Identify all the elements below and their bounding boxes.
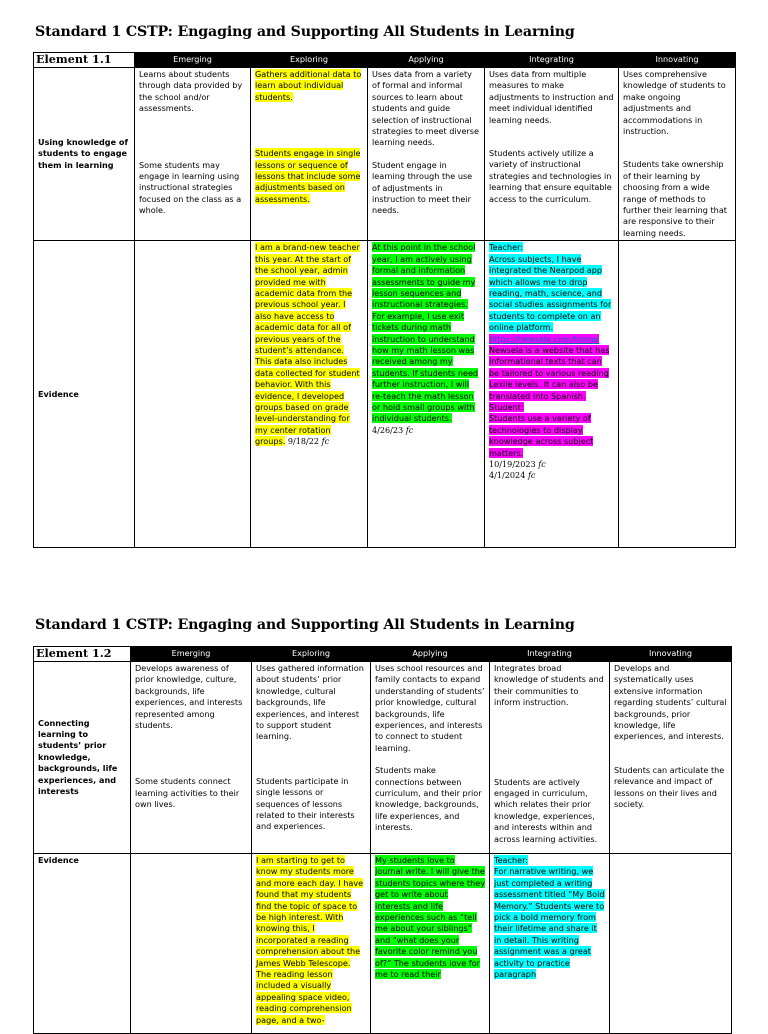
evidence-teacher-text: Across subjects, I have integrated the Nearpod app which allows me to drop reading, math, science, and social studies assignments for students to complete on an online platform. (489, 253, 612, 333)
evidence-exploring (252, 854, 371, 1034)
innovating-practice: Develops and systematically uses extensive information regarding students’ cultural backgrounds, prior knowledge, life experiences, and interests. (614, 663, 727, 742)
integrating-practice: Uses data from multiple measures to make adjustments to instruction and meet individual identified learning needs. (489, 69, 614, 125)
level-applying: Applying (371, 647, 490, 662)
evidence-exploring-signature (288, 436, 329, 446)
evidence-newsela-text: Newsela is a website that has informational texts that can be tailored to various reading Lexile levels. It can also be translated into Spanish. (489, 344, 610, 401)
level-integrating: Integrating (485, 53, 619, 68)
evidence-label-cell (34, 854, 131, 1034)
initials: fc (321, 436, 330, 447)
evidence-exploring-text: I am a brand-new teacher this year. At the start of the school year, admin provided me with academic data from the previous school year. I also have access to academic data for all of previous years of the student’s attendance. This data also includes data collected for student behavior. With this evidence, I developed groups based on grade level-understanding for my center rotation groups. (255, 242, 360, 447)
level-innovating: Innovating (610, 647, 732, 662)
exploring-cell (251, 68, 368, 241)
evidence-label: Evidence (38, 388, 79, 399)
integrating-cell (485, 68, 619, 241)
evidence-exploring-text: I am starting to get to know my students more and more each day. I have found that my students find the topic of space to be high interest. With knowing this, I incorporated a reading comprehension about the James Webb Telescope. The reading lesson included a visually appealing space video, reading comprehension page, and a two- (256, 855, 364, 1025)
innovating-cell (610, 662, 732, 854)
rubric-header-row (34, 53, 736, 68)
element-label: Element 1.2 (34, 647, 131, 662)
emerging-cell (131, 662, 252, 854)
evidence-integrating-signature-2 (489, 470, 535, 480)
integrating-student: Students actively utilize a variety of instructional strategies and technologies in learning that ensure equitable access to the curriculum. (489, 148, 612, 204)
evidence-teacher-text: For narrative writing, we just completed a writing assessment titled “My Bold Memory.” Students were to pick a bold memory from their lifetime and share it in detail. This writing assignment was a great activity to practice paragraph (494, 866, 605, 980)
applying-student: Students make connections between curriculum, and their prior knowledge, backgrounds, life experiences, and interests. (375, 765, 482, 833)
rubric-header-row (34, 647, 732, 662)
evidence-label-cell (34, 241, 135, 548)
innovating-practice: Uses comprehensive knowledge of students to make ongoing adjustments and accommodations in instruction. (623, 69, 726, 137)
newsela-link[interactable]: https://newsela.com/home/ (489, 333, 600, 344)
emerging-student: Some students connect learning activities to their own lives. (135, 776, 240, 810)
innovating-student: Students can articulate the relevance and impact of lessons on their lives and society. (614, 764, 725, 810)
initials: fc (538, 459, 546, 469)
level-exploring: Exploring (251, 53, 368, 68)
row-label: Connecting learning to students’ prior knowledge, backgrounds, life experiences, and interests (38, 717, 118, 797)
evidence-emerging (135, 241, 251, 548)
innovating-cell (619, 68, 736, 241)
evidence-applying-text: My students love to journal write. I will give the students topics where they get to write about interests and life experiences such as “tell me about your siblings” and “what does your favorite color remind you of?” The students love for me to read their (375, 855, 485, 980)
initials: fc (527, 470, 536, 481)
evidence-integrating (490, 854, 610, 1034)
evidence-integrating (485, 241, 619, 548)
evidence-integrating-signature-1 (489, 459, 546, 469)
evidence-emerging (131, 854, 252, 1034)
evidence-label: Evidence (38, 855, 79, 865)
criteria-row (34, 68, 736, 241)
row-label-cell (34, 68, 135, 241)
section-1-title: Standard 1 CSTP: Engaging and Supporting All Students in Learning (35, 24, 575, 40)
level-emerging: Emerging (135, 53, 251, 68)
row-label: Using knowledge of students to engage them in learning (38, 137, 128, 170)
exploring-student: Students engage in single lessons or sequence of lessons that include some adjustments based on assessments. (255, 148, 361, 204)
row-label-cell (34, 662, 131, 854)
element-label: Element 1.1 (34, 53, 135, 68)
integrating-cell (490, 662, 610, 854)
evidence-teacher-heading: Teacher: (494, 855, 528, 865)
applying-student: Student engage in learning through the use of adjustments in instruction to meet their needs. (372, 159, 473, 216)
emerging-practice: Learns about students through data provided by the school and/or assessments. (139, 69, 243, 114)
emerging-practice: Develops awareness of prior knowledge, culture, backgrounds, life experiences, and interests represented among students. (135, 663, 243, 731)
evidence-applying (371, 854, 490, 1034)
date: 4/26/23 (372, 424, 404, 435)
evidence-applying-signature (372, 425, 413, 435)
level-integrating: Integrating (490, 647, 610, 662)
evidence-applying (368, 241, 485, 548)
level-innovating: Innovating (619, 53, 736, 68)
applying-cell (368, 68, 485, 241)
evidence-row (34, 854, 732, 1034)
evidence-teacher-heading: Teacher: (489, 242, 523, 253)
evidence-row (34, 241, 736, 548)
evidence-exploring (251, 241, 368, 548)
innovating-student: Students take ownership of their learning by choosing from a wide range of methods to further their learning that are responsive to their learning needs. (623, 159, 727, 238)
element-1-2-table (33, 646, 732, 1034)
section-2-title: Standard 1 CSTP: Engaging and Supporting All Students in Learning (35, 617, 575, 633)
evidence-innovating (610, 854, 732, 1034)
emerging-cell (135, 68, 251, 241)
evidence-innovating (619, 241, 736, 548)
exploring-practice: Uses gathered information about students’ prior knowledge, cultural backgrounds, life experiences, and interest to support student learning. (256, 663, 364, 742)
applying-cell (371, 662, 490, 854)
exploring-practice: Gathers additional data to learn about individual students. (255, 69, 362, 102)
initials: fc (405, 424, 414, 435)
date: 4/1/2024 (489, 470, 526, 481)
level-exploring: Exploring (252, 647, 371, 662)
level-emerging: Emerging (131, 647, 252, 662)
integrating-student: Students are actively engaged in curriculum, which relates their prior knowledge, experiences, and interests within and across learning activities. (494, 776, 598, 844)
evidence-student-heading: Student: (489, 401, 524, 412)
evidence-applying-text: At this point in the school year, I am actively using formal and information assessments to guide my lesson sequences and instructional strategies. For example, I use exit tickets during math instruction to understand how my math lesson was received among my students. If students need further instruction, I will re-teach the math lesson or hold small groups with individual students. (372, 242, 479, 424)
element-1-1-table (33, 52, 736, 548)
date: 10/19/2023 (489, 459, 536, 469)
emerging-student: Some students may engage in learning using instructional strategies focused on the class as a whole. (139, 159, 242, 216)
evidence-student-text: Students use a variety of technologies to display knowledge across subject matters. (489, 413, 594, 458)
applying-practice: Uses school resources and family contacts to expand understanding of students’ prior knowledge, cultural backgrounds, life experiences, and interests to connect to student learning. (375, 663, 485, 753)
criteria-row (34, 662, 732, 854)
exploring-cell (252, 662, 371, 854)
level-applying: Applying (368, 53, 485, 68)
exploring-student: Students participate in single lessons or sequences of lessons related to their interests and experiences. (256, 775, 355, 832)
integrating-practice: Integrates broad knowledge of students and their communities to inform instruction. (494, 663, 604, 708)
applying-practice: Uses data from a variety of formal and informal sources to learn about students and guide selection of instructional strategies to meet diverse learning needs. (372, 69, 479, 148)
date: 9/18/22 (287, 436, 320, 447)
